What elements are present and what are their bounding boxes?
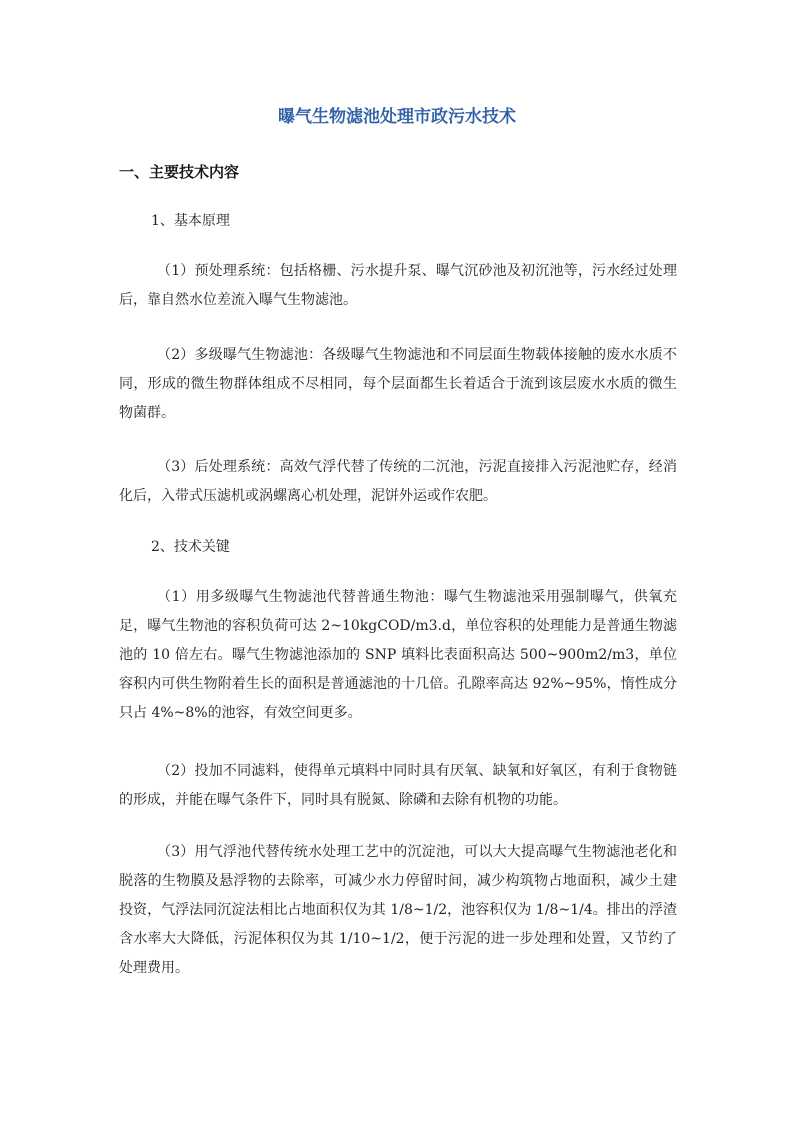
subsection-heading-key-tech: 2、技术关键: [151, 539, 230, 555]
paragraph-key-multistage: （1）用多级曝气生物滤池代替普通生物池：曝气生物滤池采用强制曝气，供氧充足，曝气生物池的容积负荷可达 2~10kgCOD/m3.d，单位容积的处理能力是普通生物滤池的 10 倍左右。曝气生物滤池添加的 SNP 填料比表面积高达 500~900m2/m3，单位容积内可供生物附着生长的面积是普通滤池的十几倍。孔隙率高达 92%~95%，惰性成分只占 4%~8%的池容，有效空间更多。: [119, 589, 677, 721]
subsection-heading-basic-principle: 1、基本原理: [151, 213, 230, 229]
section-heading-main-tech: 一、主要技术内容: [119, 163, 240, 181]
paragraph-multistage-filter: （2）多级曝气生物滤池：各级曝气生物滤池和不同层面生物载体接触的废水水质不同，形成的微生物群体组成不尽相同，每个层面都生长着适合于流到该层废水水质的微生物菌群。: [119, 347, 677, 421]
paragraph-key-filter-media: （2）投加不同滤料，使得单元填料中同时具有厌氧、缺氧和好氧区，有利于食物链的形成，并能在曝气条件下，同时具有脱氮、除磷和去除有机物的功能。: [119, 763, 677, 808]
document-title: 曝气生物滤池处理市政污水技术: [278, 107, 516, 127]
paragraph-key-flotation: （3）用气浮池代替传统水处理工艺中的沉淀池，可以大大提高曝气生物滤池老化和脱落的生物膜及悬浮物的去除率，可减少水力停留时间，减少构筑物占地面积，减少土建投资，气浮法同沉淀法相比占地面积仅为其 1/8~1/2，池容积仅为 1/8~1/4。排出的浮渣含水率大大降低，污泥体积仅为其 1/10~1/2，便于污泥的进一步处理和处置，又节约了处理费用。: [119, 844, 677, 976]
paragraph-pretreatment: （1）预处理系统：包括格栅、污水提升泵、曝气沉砂池及初沉池等，污水经过处理后，靠自然水位差流入曝气生物滤池。: [119, 263, 677, 308]
paragraph-posttreatment: （3）后处理系统：高效气浮代替了传统的二沉池，污泥直接排入污泥池贮存，经消化后，入带式压滤机或涡螺离心机处理，泥饼外运或作农肥。: [119, 459, 677, 504]
